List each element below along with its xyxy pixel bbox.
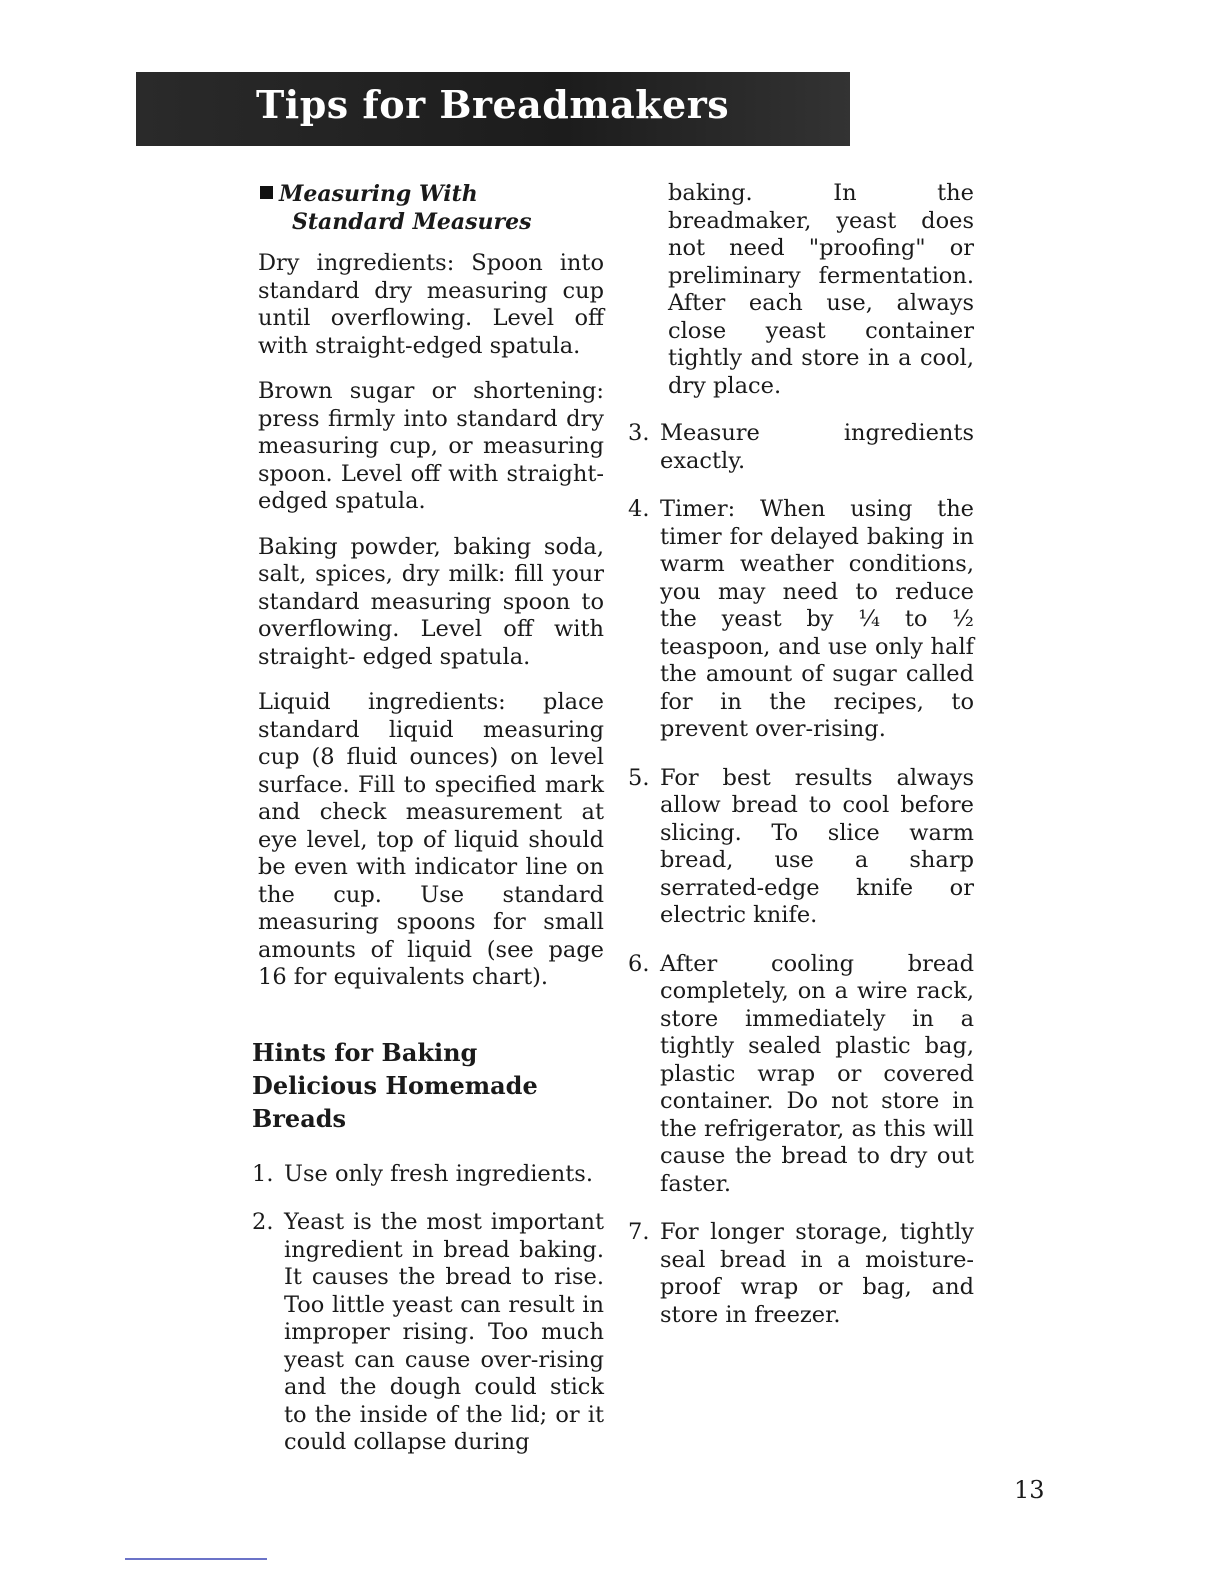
list-text: Use only fresh ingredients. [284, 1160, 593, 1187]
square-bullet-icon [260, 186, 273, 199]
list-text: Measure ingredients exactly. [660, 420, 974, 474]
bottom-rule [125, 1558, 267, 1560]
list-item [628, 1219, 974, 1329]
title-banner [136, 72, 850, 146]
list-item [628, 496, 974, 744]
hints-heading: Hints for Baking Delicious Homemade Breads [252, 1037, 538, 1133]
right-column [628, 180, 974, 1350]
measuring-heading-line1: Measuring With [279, 181, 478, 207]
list-number: 5. [628, 764, 650, 791]
list-text: For longer storage, tightly seal bread in a moisture-proof wrap or bag, and store in freezer. [660, 1219, 974, 1328]
list-item [628, 420, 974, 475]
page-title: Tips for Breadmakers [256, 82, 730, 127]
list-number: 3. [628, 420, 650, 446]
list-item [628, 951, 974, 1199]
list-number: 7. [628, 1219, 650, 1245]
measuring-heading [260, 180, 604, 236]
paragraph-dry-ingredients: Dry ingredients: Spoon into standard dry measuring cup until overflowing. Level off with straight-edged spatula. [258, 250, 604, 359]
list-item-continued: baking. In the breadmaker, yeast does not need "proofing" or preliminary fermentation. After each use, always close yeast container tightly and store in a cool, dry place. [668, 180, 974, 399]
list-text: Yeast is the most important ingredient in bread baking. It causes the bread to rise. Too little yeast can result in improper rising. Too much yeast can cause over-rising and the dough could stick to the inside of the lid; or it could collapse during [284, 1209, 604, 1455]
list-number: 1. [252, 1160, 274, 1187]
list-item [252, 1161, 604, 1189]
paragraph-brown-sugar: Brown sugar or shortening: press firmly into standard dry measuring cup, or measuring spoon. Level off with straight-edged spatula. [258, 378, 604, 514]
left-column [252, 180, 604, 1478]
list-item [252, 1209, 604, 1457]
list-text: For best results always allow bread to cool before slicing. To slice warm bread, use a sharp serrated-edge knife or electric knife. [660, 764, 974, 928]
list-number: 6. [628, 950, 650, 977]
list-item [628, 765, 974, 930]
paragraph-baking-powder: Baking powder, baking soda, salt, spices, dry milk: fill your standard measuring spoon to overflowing. Level off with straight- edged spatula. [258, 533, 604, 670]
page-number: 13 [1014, 1476, 1045, 1504]
measuring-heading-line2: Standard Measures [292, 209, 532, 235]
list-number: 4. [628, 496, 650, 522]
list-text: After cooling bread completely, on a wire rack, store immediately in a tightly sealed plastic bag, plastic wrap or covered container. Do not store in the refrigerator, as this will cause the bread to dry out faster. [660, 950, 974, 1197]
list-number: 2. [252, 1209, 274, 1235]
paragraph-liquid-ingredients: Liquid ingredients: place standard liquid measuring cup (8 fluid ounces) on level surface. Fill to specified mark and check measurement at eye level, top of liquid should be even with indicator line on the cup. Use standard measuring spoons for small amounts of liquid (see page 16 for equivalents chart). [258, 689, 604, 990]
list-text: Timer: When using the timer for delayed baking in warm weather conditions, you may need to reduce the yeast by ¼ to ½ teaspoon, and use only half the amount of sugar called for in the recipes, to prevent over-rising. [660, 496, 974, 742]
